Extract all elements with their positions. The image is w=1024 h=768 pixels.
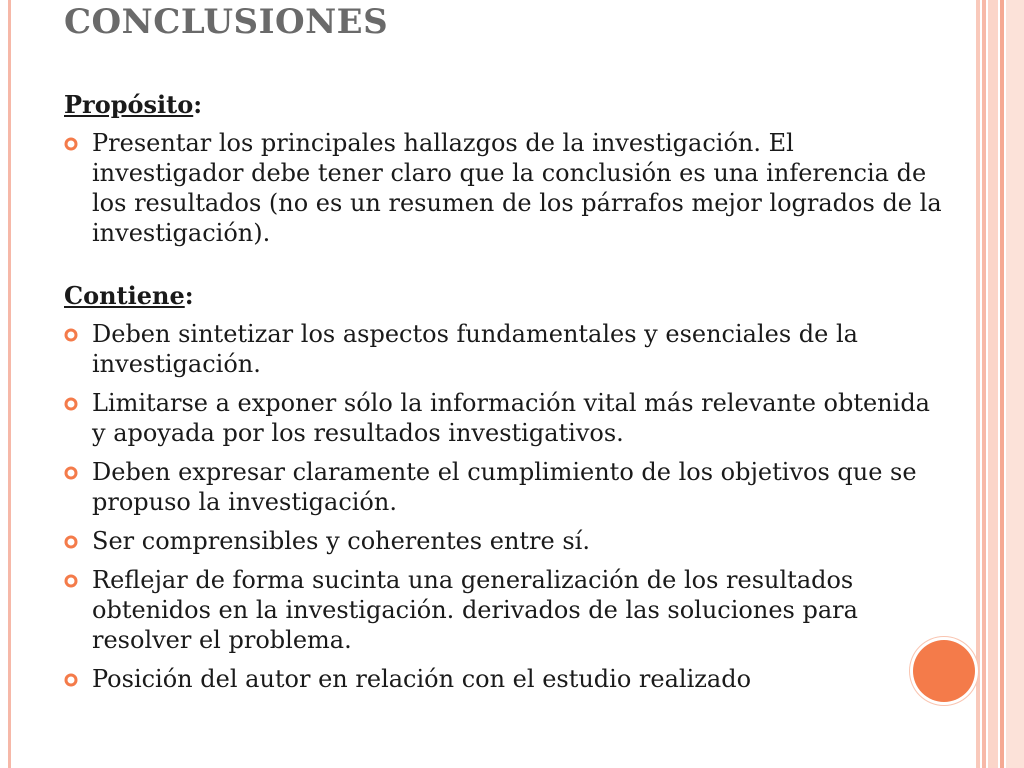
list-item-text: Reflejar de forma sucinta una generalización de los resultados obtenidos en la investigación. derivados de las soluciones para resolver el problema. (92, 566, 858, 654)
slide-content (64, 90, 944, 694)
stripe (976, 0, 980, 768)
heading-text: Propósito (64, 90, 194, 119)
slide-title: CONCLUSIONES (64, 2, 389, 42)
list-item (64, 128, 944, 248)
heading-text: Contiene (64, 281, 185, 310)
list-item (64, 457, 944, 517)
contiene-bullet-list (64, 319, 944, 694)
spacer (64, 248, 944, 281)
list-item-text: Limitarse a exponer sólo la información vital más relevante obtenida y apoyada por los resultados investigativos. (92, 389, 930, 447)
list-item (64, 664, 944, 694)
ring-bullet-icon (64, 397, 78, 411)
ring-bullet-icon (64, 574, 78, 588)
stripe (1006, 0, 1024, 768)
stripe (982, 0, 986, 768)
list-item (64, 388, 944, 448)
section-heading-proposito (64, 90, 944, 120)
list-item (64, 319, 944, 379)
left-decorative-rule (8, 0, 11, 768)
ring-bullet-icon (64, 535, 78, 549)
list-item-text: Presentar los principales hallazgos de la investigación. El investigador debe tener claro que la conclusión es una inferencia de los resultados (no es un resumen de los párrafos mejor logrados de la investigación). (92, 129, 942, 247)
list-item-text: Deben expresar claramente el cumplimiento de los objetivos que se propuso la investigación. (92, 458, 917, 516)
heading-colon: : (193, 90, 203, 119)
ring-bullet-icon (64, 328, 78, 342)
stripe (1000, 0, 1004, 768)
proposito-bullet-list (64, 128, 944, 248)
ring-bullet-icon (64, 466, 78, 480)
list-item-text: Ser comprensibles y coherentes entre sí. (92, 527, 590, 555)
list-item (64, 526, 944, 556)
stripe (988, 0, 998, 768)
ring-bullet-icon (64, 673, 78, 687)
section-heading-contiene (64, 281, 944, 311)
list-item-text: Posición del autor en relación con el estudio realizado (92, 665, 752, 693)
ring-bullet-icon (64, 137, 78, 151)
right-decorative-stripes (976, 0, 1024, 768)
list-item (64, 565, 944, 655)
heading-colon: : (184, 281, 194, 310)
list-item-text: Deben sintetizar los aspectos fundamentales y esenciales de la investigación. (92, 320, 858, 378)
